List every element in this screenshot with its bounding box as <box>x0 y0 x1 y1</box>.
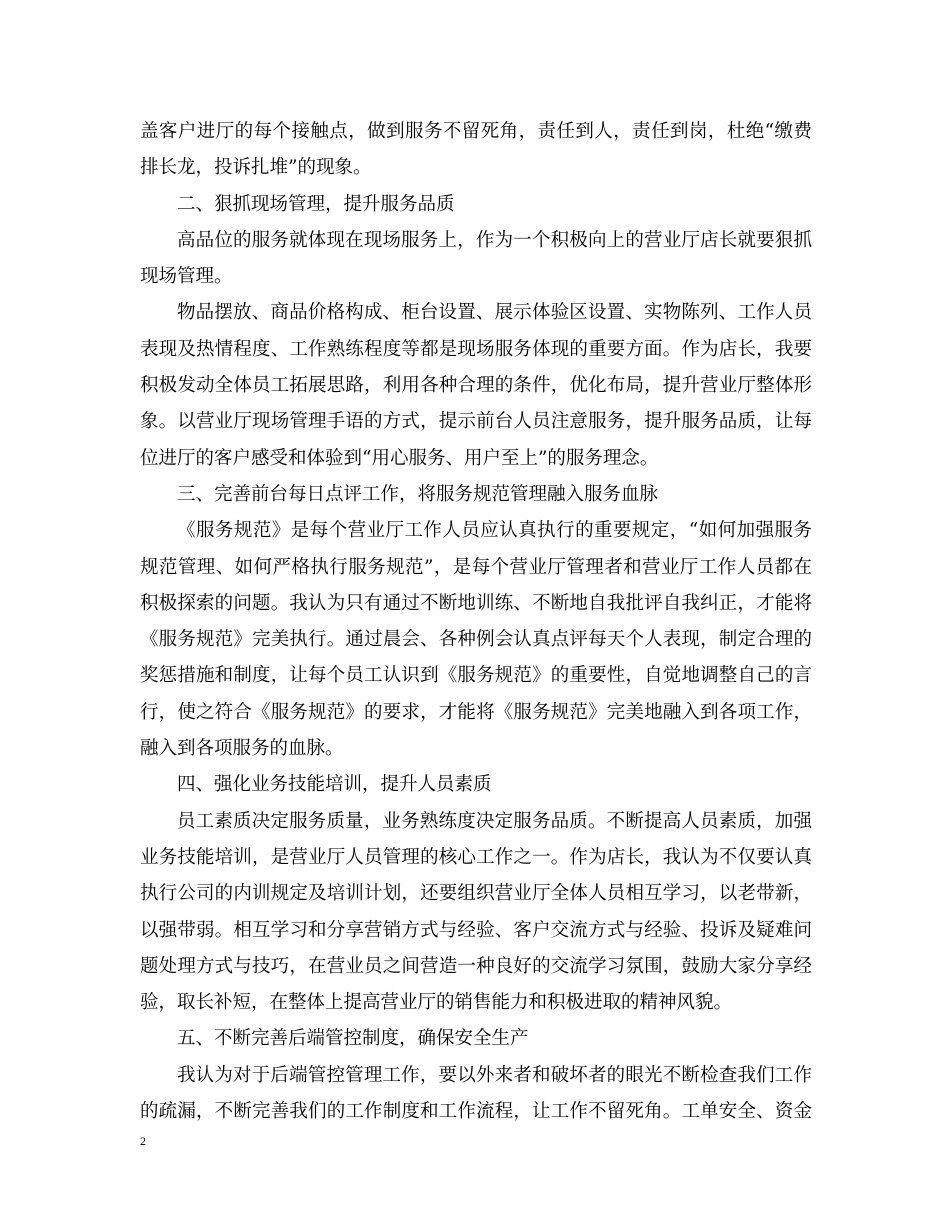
text-line: 《服务规范》是每个营业厅工作人员应认真执行的重要规定，“如何加强服务 <box>177 520 812 542</box>
text-line: 排长龙，投诉扎堆”的现象。 <box>140 157 372 179</box>
text-line: 业务技能培训，是营业厅人员管理的核心工作之一。作为店长，我认为不仅要认真 <box>140 846 812 868</box>
page-number: 2 <box>140 1134 146 1148</box>
text-line: 表现及热情程度、工作熟练程度等都是现场服务体现的重要方面。作为店长，我要 <box>140 338 812 360</box>
text-line: 题处理方式与技巧，在营业员之间营造一种良好的交流学习氛围，鼓励大家分享经 <box>140 955 812 977</box>
text-line: 执行公司的内训规定及培训计划，还要组织营业厅全体人员相互学习，以老带新， <box>140 883 812 905</box>
text-line: 以强带弱。相互学习和分享营销方式与经验、客户交流方式与经验、投诉及疑难问 <box>140 919 812 941</box>
text-line: 三、完善前台每日点评工作，将服务规范管理融入服务血脉 <box>177 483 659 505</box>
document-body <box>140 114 812 1130</box>
text-line: 员工素质决定服务质量，业务熟练度决定服务品质。不断提高人员素质，加强 <box>177 810 812 832</box>
text-line: 积极探索的问题。我认为只有通过不断地训练、不断地自我批评自我纠正，才能将 <box>140 592 812 614</box>
text-line: 规范管理、如何严格执行服务规范”，是每个营业厅管理者和营业厅工作人员都在 <box>140 556 812 578</box>
text-line: 盖客户进厅的每个接触点，做到服务不留死角，责任到人，责任到岗，杜绝“缴费 <box>140 121 812 142</box>
text-line: 二、狠抓现场管理，提升服务品质 <box>177 193 455 215</box>
text-line: 我认为对于后端管控管理工作，要以外来者和破坏者的眼光不断检查我们工作 <box>177 1064 812 1086</box>
text-line: 验，取长补短，在整体上提高营业厅的销售能力和积极进取的精神风貌。 <box>140 992 733 1014</box>
text-line: 五、不断完善后端管控制度，确保安全生产 <box>177 1028 529 1050</box>
text-line: 物品摆放、商品价格构成、柜台设置、展示体验区设置、实物陈列、工作人员 <box>177 302 812 324</box>
text-line: 积极发动全体员工拓展思路，利用各种合理的条件，优化布局，提升营业厅整体形 <box>140 375 812 397</box>
text-line: 奖惩措施和制度，让每个员工认识到《服务规范》的重要性，自觉地调整自己的言 <box>140 665 812 687</box>
text-line: 的疏漏，不断完善我们的工作制度和工作流程，让工作不留死角。工单安全、资金 <box>140 1101 812 1123</box>
text-line: 《服务规范》完美执行。通过晨会、各种例会认真点评每天个人表现，制定合理的 <box>140 629 812 651</box>
text-line: 现场管理。 <box>140 266 233 288</box>
text-line: 位进厅的客户感受和体验到“用心服务、用户至上”的服务理念。 <box>140 447 659 469</box>
text-line: 融入到各项服务的血脉。 <box>140 738 344 760</box>
text-line: 四、强化业务技能培训，提升人员素质 <box>177 774 492 796</box>
text-line: 高品位的服务就体现在现场服务上，作为一个积极向上的营业厅店长就要狠抓 <box>177 229 812 251</box>
text-line: 象。以营业厅现场管理手语的方式，提示前台人员注意服务，提升服务品质，让每 <box>140 411 812 433</box>
text-line: 行，使之符合《服务规范》的要求，才能将《服务规范》完美地融入到各项工作， <box>140 701 812 723</box>
